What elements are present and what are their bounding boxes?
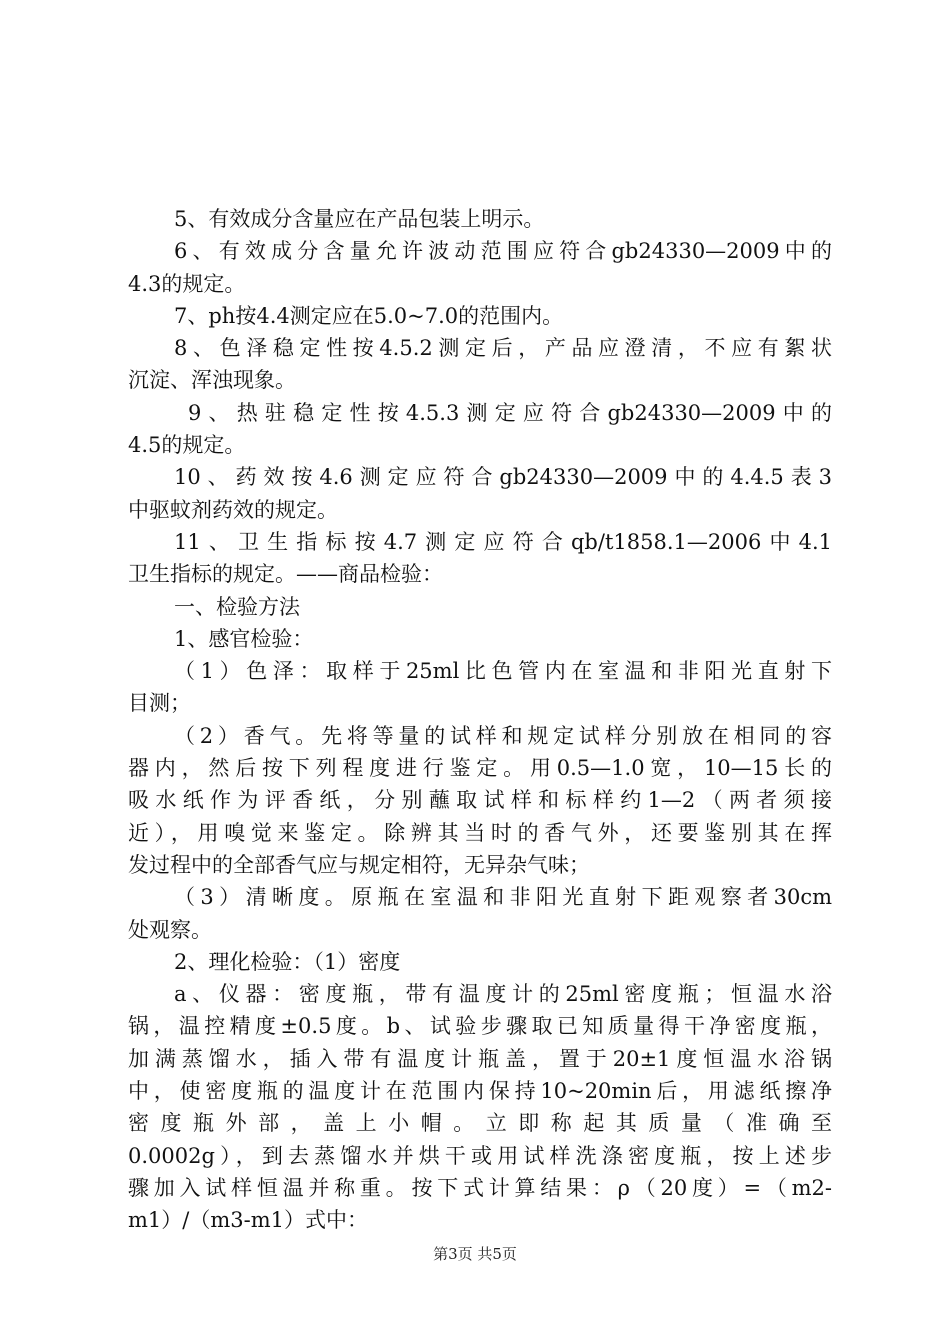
text-line: 4.5的规定。	[128, 433, 246, 458]
text-line: 卫生指标的规定。——商品检验：	[128, 562, 443, 587]
text-line: 11、卫生指标按4.7测定应符合qb/t1858.1—2006中4.1	[174, 529, 832, 554]
text-line: 沉淀、浑浊现象。	[128, 368, 296, 393]
text-line: 骤加入试样恒温并称重。按下式计算结果：ρ（20度）=（m2-	[128, 1175, 832, 1200]
text-line: 近），用嗅觉来鉴定。除辨其当时的香气外，还要鉴别其在挥	[128, 820, 832, 845]
text-line: （1）色泽：取样于25ml比色管内在室温和非阳光直射下	[174, 659, 832, 684]
text-line: 目测；	[128, 691, 191, 716]
text-line: 中，使密度瓶的温度计在范围内保持10~20min后，用滤纸擦净	[128, 1079, 832, 1104]
text-line: a、仪器：密度瓶，带有温度计的25ml密度瓶；恒温水浴	[174, 982, 832, 1007]
text-line: 1、感官检验：	[174, 626, 314, 651]
text-line: （3）清晰度。原瓶在室温和非阳光直射下距观察者30cm	[174, 885, 832, 910]
text-line: 吸水纸作为评香纸，分别蘸取试样和标样约1—2（两者须接	[128, 788, 832, 813]
text-line: 发过程中的全部香气应与规定相符，无异杂气味；	[128, 852, 590, 877]
text-line: 加满蒸馏水，插入带有温度计瓶盖，置于20±1度恒温水浴锅	[128, 1046, 832, 1071]
text-line: 锅，温控精度±0.5度。b、试验步骤取已知质量得干净密度瓶，	[128, 1014, 832, 1039]
text-line: （2）香气。先将等量的试样和规定试样分别放在相同的容	[174, 723, 832, 748]
text-line: 密度瓶外部，盖上小帽。立即称起其质量（准确至	[128, 1111, 832, 1136]
text-line: m1）/（m3-m1）式中：	[128, 1208, 368, 1233]
text-line: 处观察。	[128, 917, 212, 942]
text-line: 10、药效按4.6测定应符合gb24330—2009中的4.4.5表3	[174, 465, 832, 490]
text-line: 0.0002g），到去蒸馏水并烘干或用试样洗涤密度瓶，按上述步	[128, 1143, 832, 1168]
text-line: 6、有效成分含量允许波动范围应符合gb24330—2009中的	[174, 239, 832, 264]
text-line: 5、有效成分含量应在产品包装上明示。	[174, 207, 545, 231]
text-line: 7、ph按4.4测定应在5.0~7.0的范围内。	[174, 303, 564, 328]
text-line: 4.3的规定。	[128, 271, 246, 296]
document-body	[128, 203, 832, 1237]
text-line: 中驱蚊剂药效的规定。	[128, 497, 338, 522]
text-line: 9、热驻稳定性按4.5.3测定应符合gb24330—2009中的	[188, 400, 832, 425]
text-line: 器内，然后按下列程度进行鉴定。用0.5—1.0宽，10—15长的	[128, 756, 832, 781]
text-line: 一、检验方法	[174, 594, 300, 619]
page-footer: 第3页 共5页	[433, 1245, 517, 1263]
text-line: 8、色泽稳定性按4.5.2测定后，产品应澄清，不应有絮状	[174, 336, 832, 361]
text-line: 2、理化检验：（1）密度	[174, 949, 401, 974]
